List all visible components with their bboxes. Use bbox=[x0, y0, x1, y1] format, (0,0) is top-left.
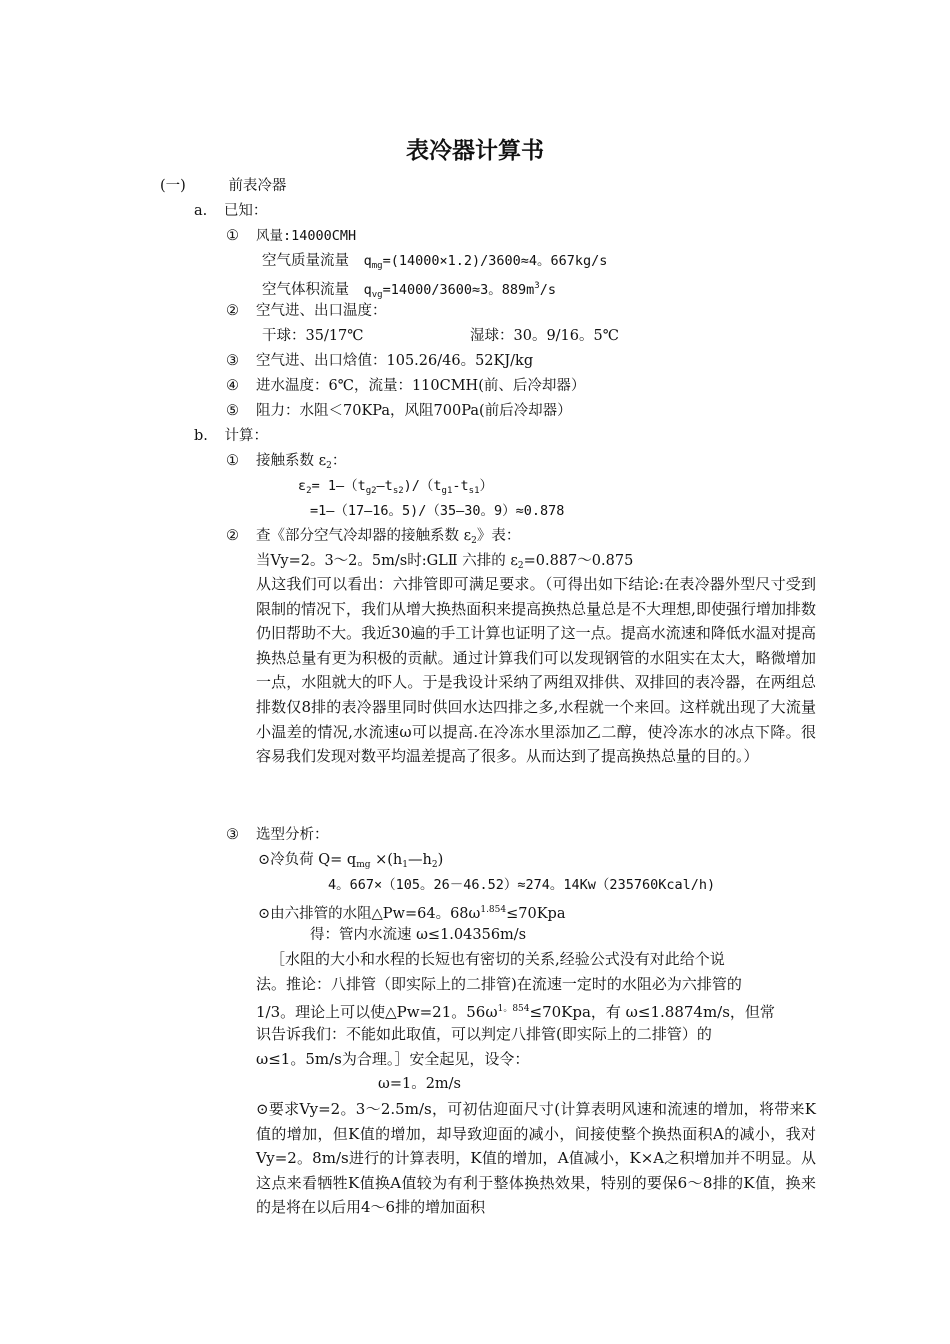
wet-bulb-temp: 湿球：30。9/16。5℃ bbox=[470, 328, 619, 344]
item-text: 查《部分空气冷却器的接触系数 $\varepsilon_2$》表： bbox=[256, 528, 521, 546]
calc-item-3 bbox=[226, 825, 329, 845]
item-number: ③ bbox=[226, 353, 239, 369]
known-item-1 bbox=[226, 226, 356, 246]
item-number: ⑤ bbox=[226, 403, 239, 419]
analysis-paragraph: 从这我们可以看出：六排管即可满足要求。（可得出如下结论:在表冷器外型尺寸受到限制的情况下，我们从增大换热面积来提高换热总量总是不大理想,即使强行增加排数仍旧帮助不大。我近30遍的手工计算也证明了这一点。提高水流速和降低水温对提高换热总量有更为积极的贡献。通过计算我们可以发现钢管的水阻实在太大，略微增加一点，水阻就大的吓人。于是我设计采纳了两组双排供、双排回的表冷器，在两组总排数仅8排的表冷器里同时供回水达四排之多,水程就一个来回。这样就出现了大流量小温差的情况,水流速ω可以提高.在冷冻水里添加乙二醇，使冷冻水的冰点下降。很容易我们发现对数平均温差提高了很多。从而达到了提高换热总量的目的。） bbox=[256, 575, 816, 766]
contact-coefficient-formula: $\varepsilon_2=$ $1—(t_{g2}—t_{s2})/(t_{g1}-t_{s1})$ bbox=[298, 478, 493, 496]
known-item-3 bbox=[226, 351, 533, 371]
item-text: 进水温度：6℃，流量：110CMH(前、后冷却器） bbox=[256, 378, 586, 394]
section-heading bbox=[160, 176, 286, 196]
subsection-b bbox=[194, 426, 268, 446]
subsection-title: 已知： bbox=[223, 203, 268, 219]
omega-set-value: ω=1。2m/s bbox=[378, 1076, 461, 1092]
water-resistance-formula: ⊙由六排管的水阻△Pw=64。$68\omega^{1.854}\le 70Kpa$ bbox=[258, 905, 566, 922]
subsection-title: 计算： bbox=[224, 428, 269, 444]
page-title: 表冷器计算书 bbox=[406, 138, 544, 164]
item-number: ④ bbox=[226, 378, 239, 394]
volume-flow-formula: $q_{vg}=14000/3600\approx 3$。$889m^3/s$ bbox=[363, 281, 556, 300]
item-number: ① bbox=[226, 228, 239, 244]
subsection-marker: b. bbox=[194, 428, 208, 444]
note-line-3: 1/3。理论上可以使△Pw=21。$56\omega^{1。854}\le 70Kpa$，有 ω≤1.8874m/s，但常 bbox=[256, 1003, 775, 1021]
known-item-4 bbox=[226, 376, 585, 396]
known-item-5 bbox=[226, 401, 572, 421]
dry-bulb-temp: 干球：35/17℃ bbox=[262, 328, 364, 344]
calc-item-2 bbox=[226, 526, 520, 551]
item-text: 空气进、出口温度： bbox=[256, 303, 387, 319]
section-marker: (一) bbox=[160, 178, 186, 194]
section-title: 前表冷器 bbox=[228, 178, 287, 194]
cooling-load-formula: ⊙冷负荷 $Q= q_{mg}$ $\times(h_1—h_2)$ bbox=[258, 852, 444, 870]
item-number: ② bbox=[226, 528, 239, 544]
face-size-paragraph: ⊙要求Vy=2。3～2.5m/s，可初估迎面尺寸(计算表明风速和流速的增加，将带来K值的增加，但K值的增加，却导致迎面的减小，间接使整个换热面积A的减小，我对Vy=2。8m/s进行的计算表明，K值的增加，A值减小，K×A之积增加并不明显。从这点来看牺牲K值换A值较为有利于整体换热效果，特别的要保6～8排的K值，换来的是将在以后用4～6排的增加面积 bbox=[256, 1100, 816, 1217]
subsection-a bbox=[194, 201, 267, 221]
item-number: ③ bbox=[226, 827, 239, 843]
velocity-range-line: 当Vy=2。3～2。5m/s时:GLⅡ 六排的 $\varepsilon_2=0.887\sim 0.875$ bbox=[256, 553, 634, 571]
item-text: 阻力：水阻＜70KPa，风阻700Pa(前后冷却器） bbox=[256, 403, 572, 419]
item-text: 选型分析： bbox=[256, 827, 329, 843]
item-text: 风量:14000CMH bbox=[256, 228, 357, 244]
mass-flow-formula: $q_{mg}=(14000\times 1.2)/3600\approx 4$。667kg/s bbox=[363, 253, 608, 271]
note-line-4: 识告诉我们：不能如此取值，可以判定八排管(即实际上的二排管）的 bbox=[256, 1025, 712, 1043]
contact-coefficient-result: =1—（17—16。5)/（35—30。9）≈0.878 bbox=[310, 503, 565, 519]
known-item-2 bbox=[226, 301, 387, 321]
subsection-marker: a. bbox=[194, 203, 208, 219]
volume-flow-label: 空气体积流量 bbox=[262, 282, 349, 298]
mass-flow-label: 空气质量流量 bbox=[262, 253, 349, 269]
mass-flow-line bbox=[262, 251, 607, 276]
item-number: ② bbox=[226, 303, 239, 319]
note-line-1: ［水阻的大小和水程的长短也有密切的关系,经验公式没有对此给个说 bbox=[270, 950, 725, 968]
item-text: 接触系数 $\varepsilon_2$： bbox=[256, 453, 347, 471]
cooling-load-value: 4。667×（105。26－46.52）≈274。14Kw（235760Kcal/h) bbox=[328, 877, 716, 893]
calc-item-1 bbox=[226, 451, 346, 476]
note-line-2: 法。推论：八排管（即实际上的二排管)在流速一定时的水阻必为六排管的 bbox=[256, 975, 742, 993]
note-line-5: ω≤1。5m/s为合理。］安全起见，设令： bbox=[256, 1050, 530, 1068]
item-number: ① bbox=[226, 453, 239, 469]
item-text: 空气进、出口焓值：105.26/46。52KJ/kg bbox=[256, 353, 534, 369]
water-velocity-result: 得：管内水流速 ω≤1.04356m/s bbox=[310, 927, 527, 943]
